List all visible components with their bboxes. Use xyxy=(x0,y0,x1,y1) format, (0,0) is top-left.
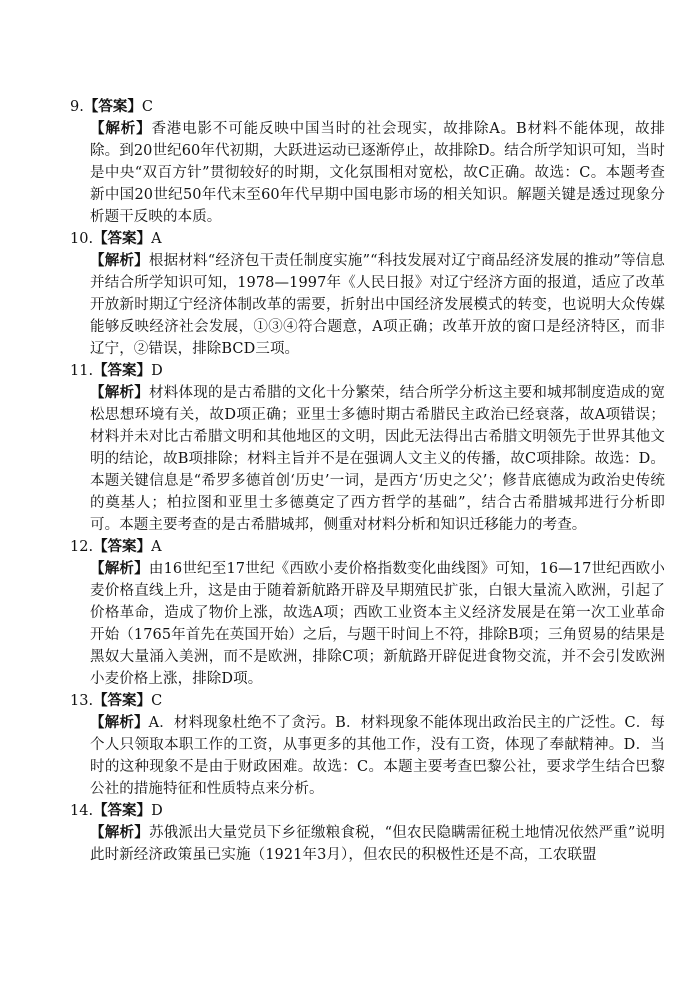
answer-value: D xyxy=(151,363,163,379)
answer-label: 【答案】 xyxy=(93,692,152,709)
analysis-label: 【解析】 xyxy=(90,120,152,137)
analysis-text: 香港电影不可能反映中国当时的社会现实，故排除A。B材料不能体现，故排除。到20世纪60年代初期，大跃进运动已逐渐停止，故排除D。结合所学知识可知，当时是中央“双百方针”贯彻较好的时期，文化氛围相对宽松，故C正确。故选：C。本题考查新中国20世纪50年代末至60年代早期中国电影市场的相关知识。解题关键是透过现象分析题干反映的本质。 xyxy=(90,121,665,225)
analysis-paragraph xyxy=(70,712,665,800)
answer-line xyxy=(70,360,665,382)
question-item xyxy=(70,96,665,228)
answer-line xyxy=(70,228,665,250)
analysis-paragraph xyxy=(70,382,665,536)
answer-line xyxy=(70,536,665,558)
question-item xyxy=(70,360,665,536)
answer-sheet xyxy=(70,96,665,866)
analysis-text: 苏俄派出大量党员下乡征缴粮食税，“但农民隐瞒需征税土地情况依然严重”说明此时新经济政策虽已实施（1921年3月），但农民的积极性还是不高，工农联盟 xyxy=(90,825,665,863)
answer-value: A xyxy=(151,231,162,247)
question-number: 13. xyxy=(70,693,94,709)
answer-value: D xyxy=(151,803,163,819)
answer-value: C xyxy=(151,693,163,709)
question-item xyxy=(70,536,665,690)
analysis-text: 由16世纪至17世纪《西欧小麦价格指数变化曲线图》可知，16—17世纪西欧小麦价格直线上升，这是由于随着新航路开辟及早期殖民扩张，白银大量流入欧洲，引起了价格革命，造成了物价上涨，故选A项；西欧工业资本主义经济发展是在第一次工业革命开始（1765年首先在英国开始）之后，与题干时间上不符，排除B项；三角贸易的结果是黑奴大量涌入美洲，而不是欧洲，排除C项；新航路开辟促进食物交流，并不会引发欧洲小麦价格上涨，排除D项。 xyxy=(90,561,665,687)
question-number: 12. xyxy=(70,539,94,555)
analysis-text: A．材料现象杜绝不了贪污。B．材料现象不能体现出政治民主的广泛性。C．每个人只领取本职工作的工资，从事更多的其他工作，没有工资，体现了奉献精神。D．当时的这种现象不是由于财政困难。故选：C。本题主要考查巴黎公社，要求学生结合巴黎公社的措施特征和性质特点来分析。 xyxy=(90,715,665,797)
analysis-paragraph xyxy=(70,558,665,690)
analysis-label: 【解析】 xyxy=(90,384,149,401)
question-number: 11. xyxy=(70,363,94,379)
answer-value: C xyxy=(141,99,153,115)
answer-label: 【答案】 xyxy=(83,98,142,115)
analysis-text: 材料体现的是古希腊的文化十分繁荣，结合所学分析这主要和城邦制度造成的宽松思想环境有关，故D项正确；亚里士多德时期古希腊民主政治已经衰落，故A项错误；材料并未对比古希腊文明和其他地区的文明，因此无法得出古希腊文明领先于世界其他文明的结论，故B项排除；材料主旨并不是在强调人文主义的传播，故C项排除。故选：D。本题关键信息是“希罗多德首创‘历史’一词，是西方‘历史之父’；修昔底德成为政治史传统的奠基人；柏拉图和亚里士多德奠定了西方哲学的基础”，结合古希腊城邦进行分析即可。本题主要考查的是古希腊城邦，侧重对材料分析和知识迁移能力的考查。 xyxy=(90,385,666,533)
question-item xyxy=(70,690,665,800)
answer-line xyxy=(70,96,665,118)
analysis-label: 【解析】 xyxy=(90,714,149,731)
answer-label: 【答案】 xyxy=(93,802,152,819)
answer-label: 【答案】 xyxy=(93,362,152,379)
answer-line xyxy=(70,800,665,822)
question-item xyxy=(70,800,665,866)
analysis-paragraph xyxy=(70,822,665,866)
question-number: 9. xyxy=(70,99,84,115)
analysis-paragraph xyxy=(70,250,665,360)
question-number: 14. xyxy=(70,803,94,819)
answer-label: 【答案】 xyxy=(93,230,152,247)
analysis-label: 【解析】 xyxy=(90,560,149,577)
analysis-text: 根据材料“经济包干责任制度实施”“科技发展对辽宁商品经济发展的推动”等信息并结合所学知识可知，1978—1997年《人民日报》对辽宁经济方面的报道，适应了改革开放新时期辽宁经济体制改革的需要，折射出中国经济发展模式的转变，也说明大众传媒能够反映经济社会发展，①③④符合题意，A项正确；改革开放的窗口是经济特区，而非辽宁，②错误，排除BCD三项。 xyxy=(90,253,665,357)
analysis-paragraph xyxy=(70,118,665,228)
question-item xyxy=(70,228,665,360)
answer-value: A xyxy=(151,539,162,555)
analysis-label: 【解析】 xyxy=(90,824,149,841)
question-number: 10. xyxy=(70,231,94,247)
answer-label: 【答案】 xyxy=(93,538,152,555)
answer-line xyxy=(70,690,665,712)
analysis-label: 【解析】 xyxy=(90,252,149,269)
